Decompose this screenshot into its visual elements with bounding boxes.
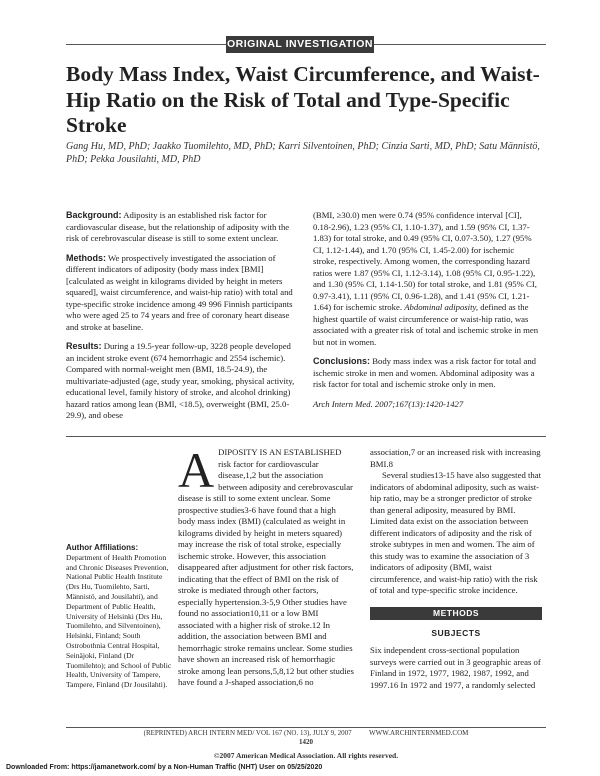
- abstract-bottom-rule: [66, 436, 546, 437]
- abstract-results: [66, 341, 296, 422]
- abstract-background: [66, 210, 296, 245]
- subjects-paragraph: Six independent cross-sectional population surveys were carried out in 3 geographic areas of Finland in 1972, 1977, 1982, 1987, 1992, and 1997.16 In 1972 and 1977, a randomly selected: [370, 645, 541, 690]
- abstract-results-cont: [313, 210, 539, 348]
- background-text: Adiposity is an established risk factor for cardiovascular disease, but the relationship of adiposity with the risk of cerebrovascular disease is still to some extent unclear.: [66, 210, 290, 243]
- abstract-right-column: [313, 210, 539, 418]
- intro-paragraph-2: Several studies13-15 have also suggested that indicators of abdominal adiposity, such as waist-hip ratio, may be a stronger predictor of stroke than general adiposity, measured by BMI. Limited data exist on the association between different indicators of adiposity and the risk of stroke subtypes in men and women. The aim of this study was to examine the association of 3 indicators of adiposity (BMI, waist circumference, and waist-hip ratio) with the risk of total and type-specific stroke incidence.: [370, 470, 541, 595]
- methods-text: We prospectively investigated the association of different indicators of adiposity (body mass index [BMI] [calculated as weight in kilograms divided by height in meters squared], waist circumference, and waist-hip ratio) with total and type-specific stroke incidence among 49 996 Finnish participants who were aged 25 to 74 years and free of coronary heart disease and stroke at baseline.: [66, 252, 293, 332]
- background-heading: Background:: [66, 210, 122, 220]
- methods-heading: Methods:: [66, 252, 106, 263]
- results-text-a: During a 19.5-year follow-up, 3228 people developed an incident stroke event (674 hemorrhagic and 2554 ischemic). Compared with normal-weight men (BMI, 18.5-24.9), the multivariate-adjusted (age, study year, smoking, physical activity, educational level, family history of stroke, and alcohol drinking) hazard ratios among lean (BMI, <18.5), overweight (BMI, 25.0-29.9), and obese: [66, 341, 295, 420]
- author-list: Gang Hu, MD, PhD; Jaakko Tuomilehto, MD, PhD; Karri Silventoinen, PhD; Cinzia Sarti, MD, PhD; Satu Männistö, PhD; Pekka Jousilahti, MD, PhD: [66, 141, 540, 165]
- intro-paragraph: DIPOSITY IS AN ESTABLISHED risk factor for cardiovascular disease,1,2 but the association between adiposity and cerebrovascular disease is still to some extent unclear. Some prospective studies3-6 have found that a high body mass index (BMI) (calculated as weight in kilograms divided by height in meters squared) may increase the risk of total stroke, especially ischemic stroke. However, this association disappeared after adjustment for other risk factors, indicating that the effect of BMI on the risk of stroke is mediated through other factors, especially hypertension.3-5,9 Other studies have found no association10,11 or a low BMI associated with a higher risk of stroke.12 In addition, the association between BMI and hemorrhagic stroke remains unclear. Some studies have shown an increased risk of hemorrhagic stroke among lean persons,5,8,12 but other studies have found a J-shaped association,6 no: [178, 447, 354, 687]
- footer-rule: [66, 727, 546, 728]
- citation-text: Arch Intern Med. 2007;167(13):1420-1427: [313, 398, 464, 409]
- download-notice: Downloaded From: https://jamanetwork.com/ by a Non-Human Traffic (NHT) User on 05/25/2020: [6, 764, 323, 771]
- section-label: ORIGINAL INVESTIGATION: [226, 36, 374, 53]
- conclusions-heading: Conclusions:: [313, 356, 371, 366]
- results-heading: Results:: [66, 341, 102, 351]
- citation: [313, 399, 539, 411]
- author-affiliations: [66, 543, 174, 690]
- affiliations-text: Department of Health Promotion and Chronic Diseases Prevention, National Public Health Institute (Drs Hu, Tuomilehto, Sarti, Männistö, and Jousilahti), and Department of Public Health, University of Helsinki (Drs Hu, Tuomilehto, and Silventoinen), Helsinki, Finland; South Ostrobothnia Central Hospital, Seinäjoki, Finland (Dr Tuomilehto); and School of Public Health, University of Tampere, Tampere, Finland (Dr Jousilahti).: [66, 552, 172, 690]
- results-text-c: defined as the highest quartile of waist circumference or waist-hip ratio, was associated with a greater risk of total and ischemic stroke in men but not in women.: [313, 302, 539, 347]
- abstract-conclusions: [313, 356, 539, 391]
- affiliations-heading: Author Affiliations:: [66, 543, 139, 552]
- body-column-1: [178, 442, 354, 689]
- subjects-heading: SUBJECTS: [431, 627, 481, 638]
- results-text-b: (BMI, ≥30.0) men were 0.74 (95% confidence interval [CI], 0.18-2.96), 1.23 (95% CI, 1.10-1.37), and 1.59 (95% CI, 1.37-1.83) for total stroke, and 0.49 (95% CI, 0.07-3.50), 1.27 (95% CI, 1.12-1.44), and 1.70 (95% CI, 1.45-2.00) for ischemic stroke, respectively. Among women, the corresponding hazard ratios were 1.87 (95% CI, 1.12-3.14), 1.08 (95% CI, 0.95-1.22), and 1.30 (95% CI, 1.14-1.50) for total stroke, and 1.81 (95% CI, 0.97-3.41), 1.11 (95% CI, 0.96-1.28), and 1.41 (95% CI, 1.21-1.64) for ischemic stroke.: [313, 210, 537, 312]
- article-title: Body Mass Index, Waist Circumference, and Waist-Hip Ratio on the Risk of Total and Type-Specific Stroke: [66, 62, 540, 137]
- results-italic: Abdominal adiposity,: [404, 302, 479, 312]
- intro-continued: association,7 or an increased risk with increasing BMI.8: [370, 447, 541, 469]
- body-column-2: [370, 447, 542, 691]
- methods-section-bar: METHODS: [370, 607, 542, 620]
- page-number: 1420: [299, 738, 313, 746]
- abstract-left-column: [66, 210, 296, 430]
- abstract-methods: [66, 253, 296, 334]
- drop-cap: A: [178, 442, 215, 498]
- journal-footer: (REPRINTED) ARCH INTERN MED/ VOL 167 (NO. 13), JULY 9, 2007 WWW.ARCHINTERNMED.COM: [143, 729, 469, 737]
- conclusions-text: Body mass index was a risk factor for total and ischemic stroke in men and women. Abdominal adiposity was a risk factor for total and ischemic stroke only in men.: [313, 356, 537, 389]
- copyright: ©2007 American Medical Association. All rights reserved.: [213, 751, 399, 760]
